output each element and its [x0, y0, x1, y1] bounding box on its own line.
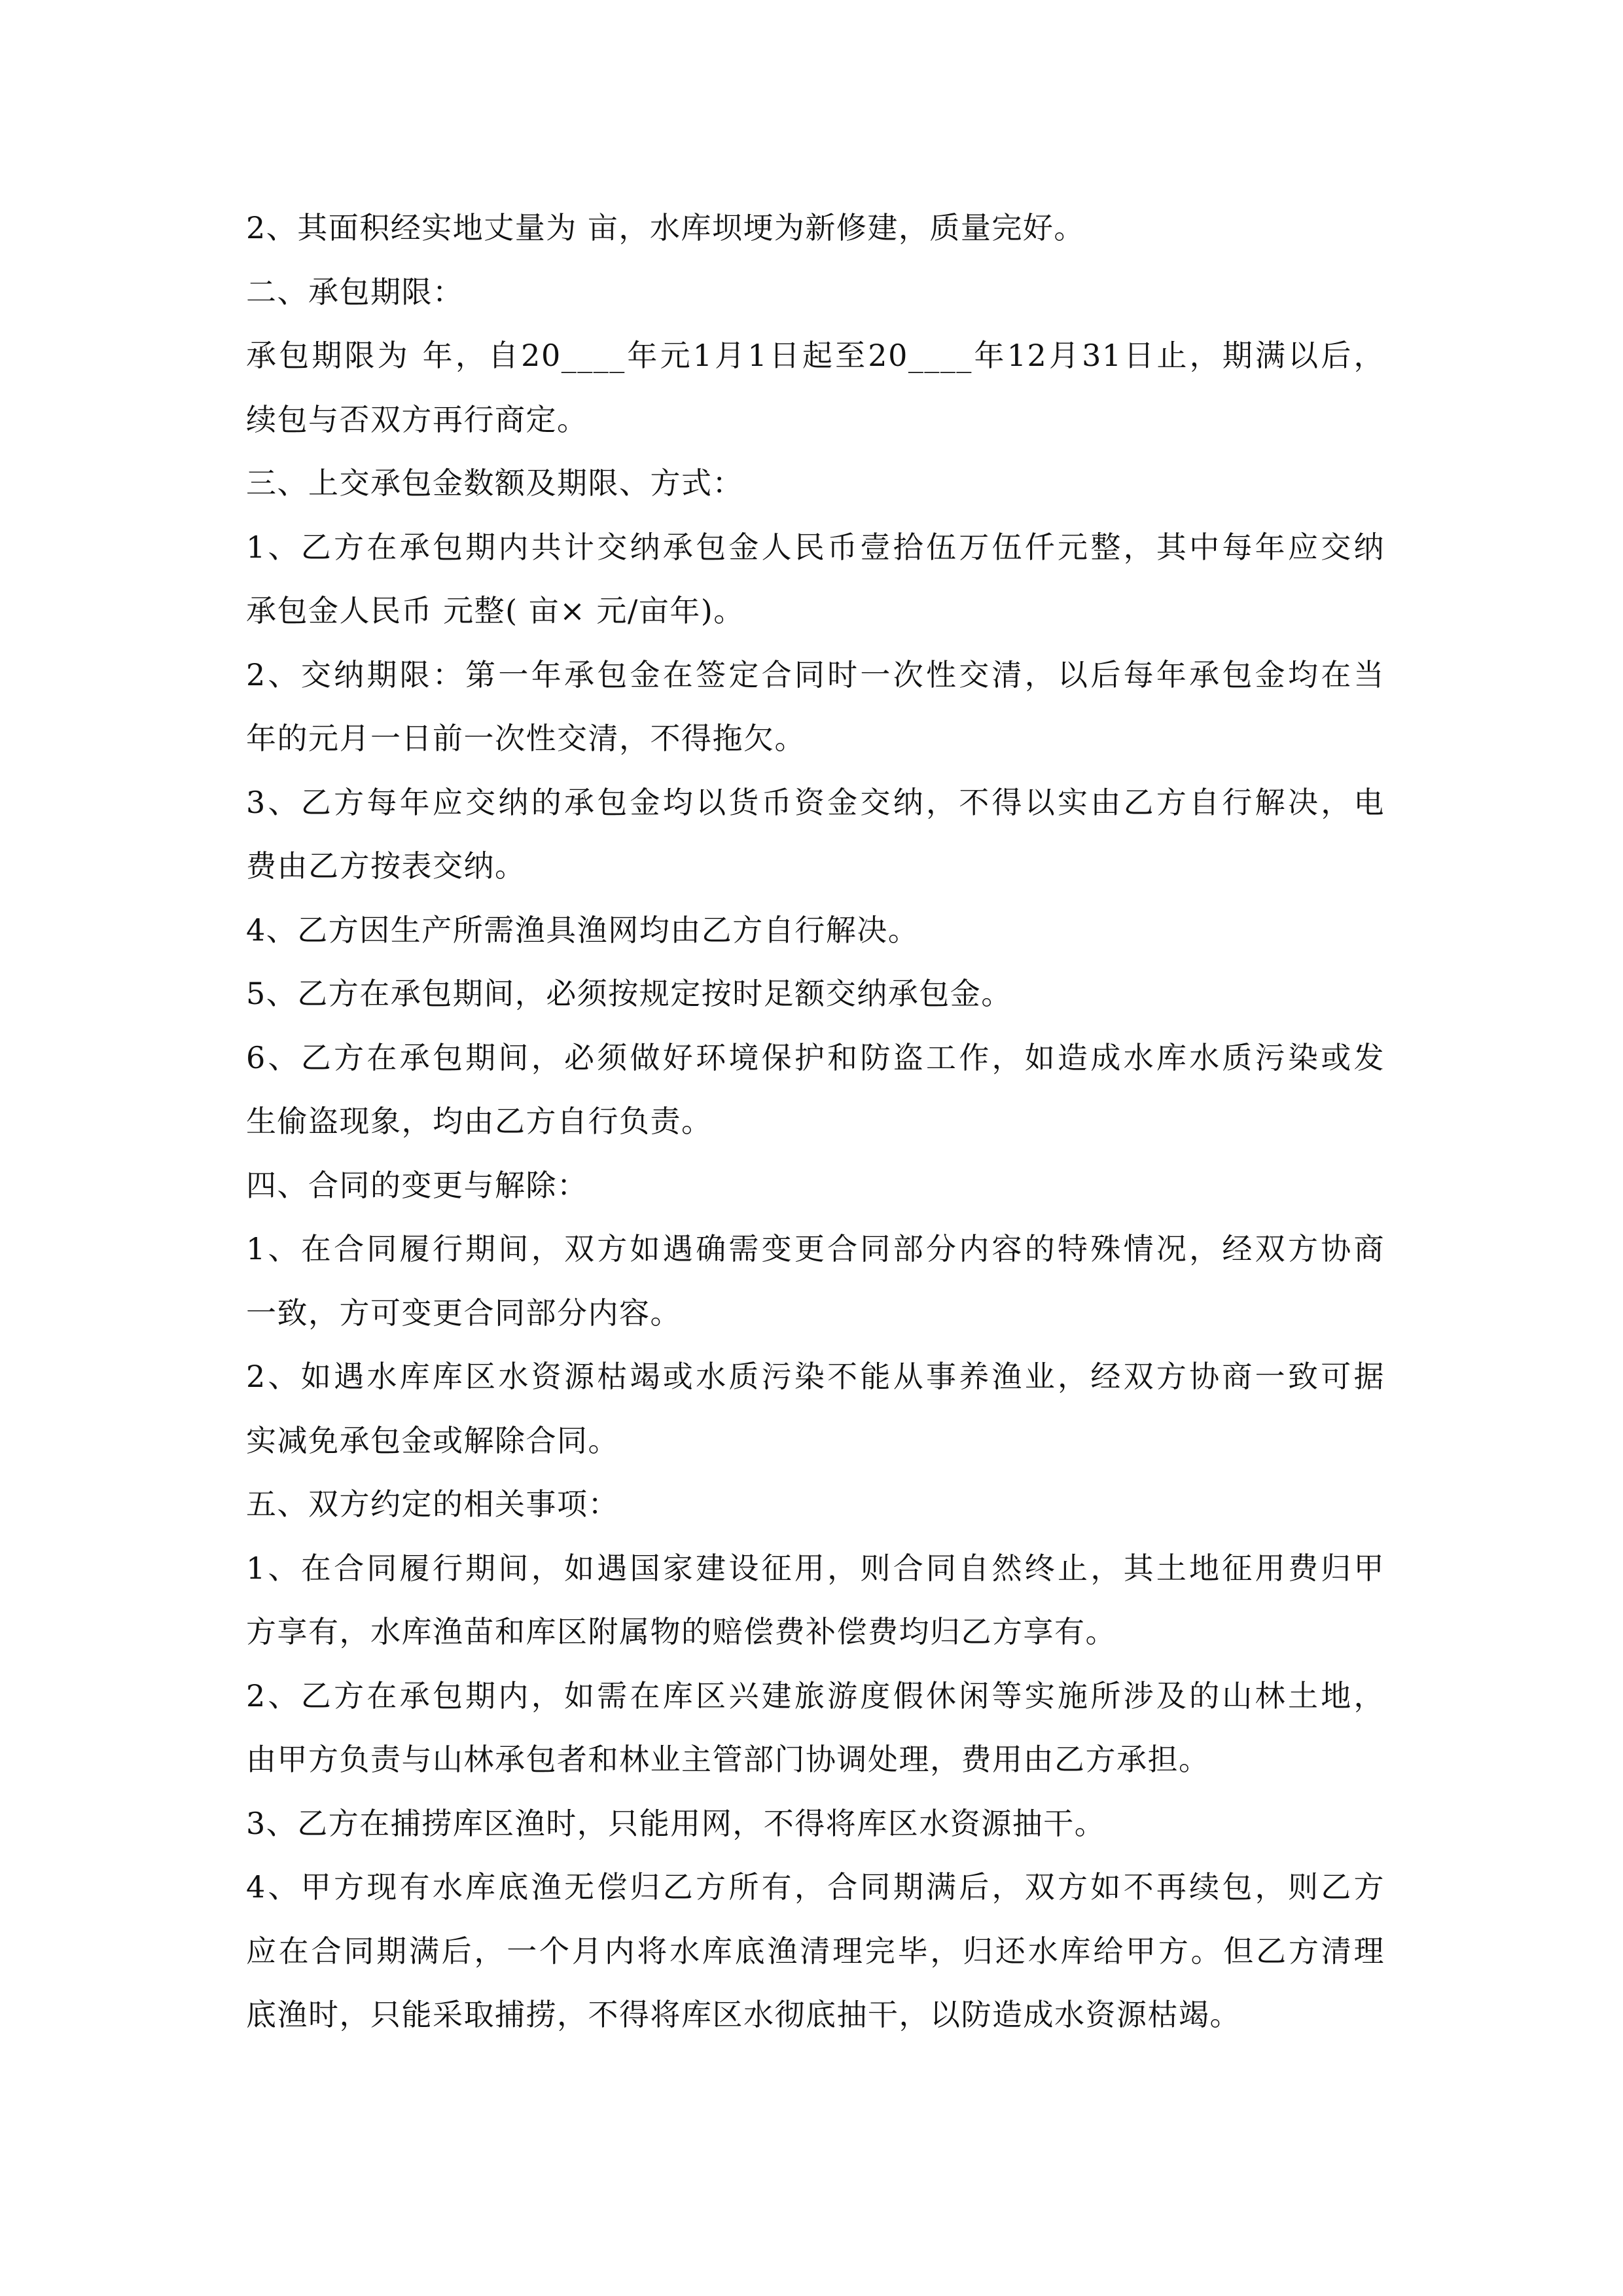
body-line: 方享有，水库渔苗和库区附属物的赔偿费补偿费均归乙方享有。 — [246, 1614, 1116, 1649]
body-line: 续包与否双方再行商定。 — [246, 401, 588, 437]
body-line: 实减免承包金或解除合同。 — [246, 1422, 619, 1458]
body-line: 底渔时，只能采取捕捞，不得将库区水彻底抽干，以防造成水资源枯竭。 — [246, 1997, 1241, 2032]
body-line: 1、在合同履行期间，如遇国家建设征用，则合同自然终止，其土地征用费归甲 — [246, 1550, 1385, 1586]
document-body — [246, 196, 1385, 2047]
body-line: 6、乙方在承包期间，必须做好环境保护和防盗工作，如造成水库水质污染或发 — [246, 1039, 1385, 1075]
body-line: 4、甲方现有水库底渔无偿归乙方所有，合同期满后，双方如不再续包，则乙方 — [246, 1869, 1385, 1905]
body-line: 2、乙方在承包期内，如需在库区兴建旅游度假休闲等实施所涉及的山林土地， — [246, 1677, 1385, 1713]
body-line: 5、乙方在承包期间，必须按规定按时足额交纳承包金。 — [246, 976, 1012, 1011]
body-line: 应在合同期满后，一个月内将水库底渔清理完毕，归还水库给甲方。但乙方清理 — [246, 1933, 1385, 1969]
body-line: 4、乙方因生产所需渔具渔网均由乙方自行解决。 — [246, 912, 919, 948]
section-heading: 四、合同的变更与解除： — [246, 1167, 588, 1203]
body-line: 承包期限为 年，自20____年元1月1日起至20____年12月31日止，期满以后， — [246, 338, 1385, 373]
body-line: 由甲方负责与山林承包者和林业主管部门协调处理，费用由乙方承担。 — [246, 1742, 1210, 1777]
body-line: 生偷盗现象，均由乙方自行负责。 — [246, 1103, 713, 1139]
body-line: 1、乙方在承包期内共计交纳承包金人民币壹拾伍万伍仟元整，其中每年应交纳 — [246, 529, 1385, 565]
body-line: 3、乙方在捕捞库区渔时，只能用网，不得将库区水资源抽干。 — [246, 1805, 1106, 1841]
body-line: 1、在合同履行期间，双方如遇确需变更合同部分内容的特殊情况，经双方协商 — [246, 1231, 1385, 1266]
body-line: 年的元月一日前一次性交清，不得拖欠。 — [246, 721, 806, 756]
body-line: 2、如遇水库库区水资源枯竭或水质污染不能从事养渔业，经双方协商一致可据 — [246, 1359, 1385, 1394]
body-line: 承包金人民币 元整( 亩× 元/亩年)。 — [246, 593, 745, 628]
body-line: 2、交纳期限：第一年承包金在签定合同时一次性交清，以后每年承包金均在当 — [246, 656, 1385, 692]
body-line: 费由乙方按表交纳。 — [246, 848, 526, 884]
section-heading: 二、承包期限： — [246, 274, 464, 310]
body-line: 3、乙方每年应交纳的承包金均以货币资金交纳，不得以实由乙方自行解决，电 — [246, 784, 1385, 820]
section-heading: 三、上交承包金数额及期限、方式： — [246, 465, 743, 501]
body-line: 一致，方可变更合同部分内容。 — [246, 1295, 681, 1331]
section-heading: 五、双方约定的相关事项： — [246, 1486, 619, 1522]
body-line: 2、其面积经实地丈量为 亩，水库坝埂为新修建，质量完好。 — [246, 210, 1085, 245]
